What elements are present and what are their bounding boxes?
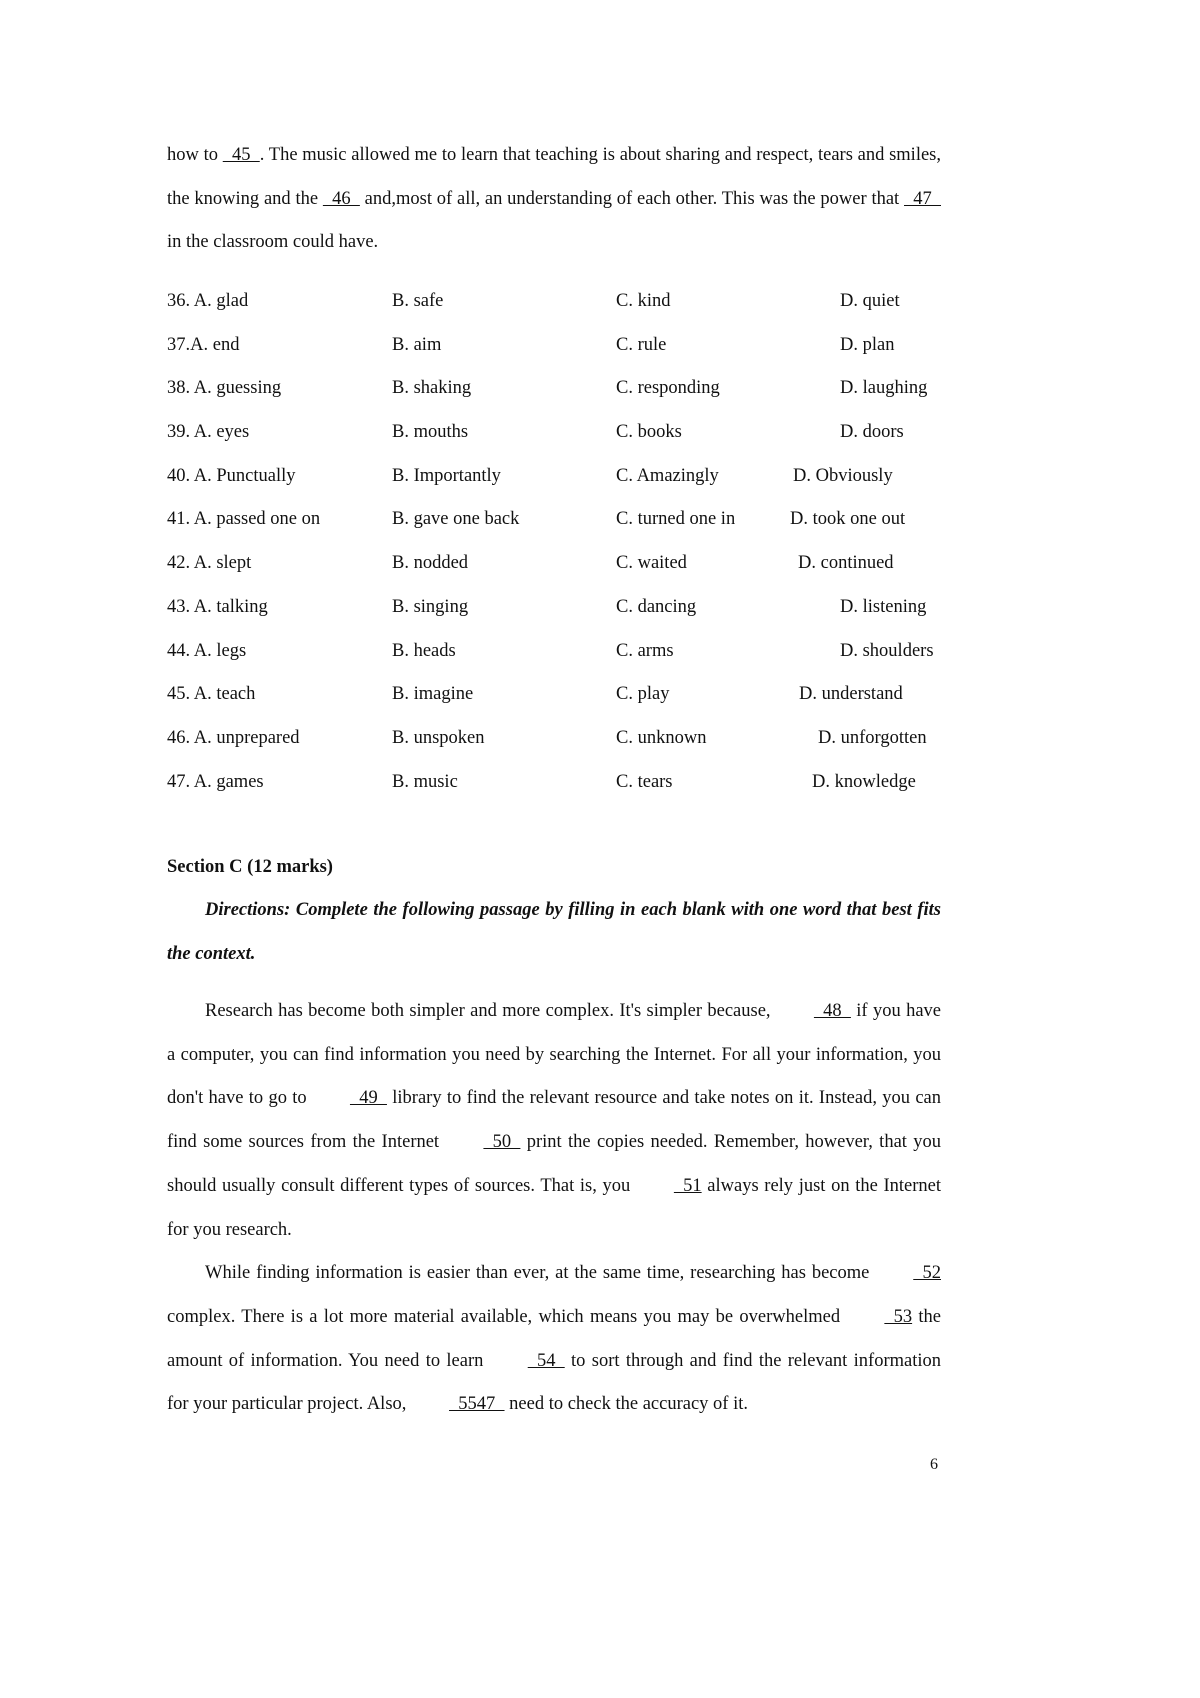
option-d: D. knowledge [812,771,916,792]
option-d: D. Obviously [793,465,893,486]
option-c: C. unknown [616,727,707,748]
option-d: D. shoulders [840,640,934,661]
option-c: C. kind [616,291,671,311]
option-a: 38. A. guessing [167,378,282,399]
blank-49: 49 [349,1088,387,1109]
option-c: C. arms [616,640,674,661]
passage-text: . The music allowed me to learn that teaching is about sharing and respect, tears and smiles, the knowing and the [167,145,941,209]
option-b: B. nodded [392,553,469,574]
option-c: C. rule [616,334,667,355]
option-row [167,367,967,411]
option-a: 47. A. games [167,771,264,792]
passage-text: the amount of information. You need to learn [167,1306,941,1371]
option-c: C. waited [616,553,687,574]
option-b: B. aim [392,334,442,355]
blank-54: 54 [527,1350,565,1371]
directions-text: Directions: Complete the following passage by filling in each blank with one word that best fits the context. [167,900,941,964]
passage-text: to sort through and find the relevant information for your particular project. Also, [167,1350,941,1415]
option-row [167,324,967,368]
option-d: D. understand [799,684,903,705]
option-a: 46. A. unprepared [167,727,300,748]
option-a: 36. A. glad [167,291,249,311]
passage-text: print the copies needed. Remember, however, that you should usually consult different types of sources. That is, you [167,1132,942,1196]
option-b: B. Importantly [392,465,501,486]
passage-text: Research has become both simpler and more complex. It's simpler because, [205,1001,776,1021]
blank-50: 50 [483,1132,521,1153]
option-row [167,542,967,586]
option-c: C. books [616,422,682,443]
passage-text: library to find the relevant resource and take notes on it. Instead, you can find some sources from the Internet [167,1088,941,1153]
option-d: D. quiet [840,291,900,311]
passage-text: if you have a computer, you can find information you need by searching the Internet. For all your information, you don't have to go to [167,1001,941,1109]
option-c: C. dancing [616,596,697,617]
passage-text: in the classroom could have. [167,232,379,253]
option-b: B. gave one back [392,509,520,530]
option-d: D. took one out [790,509,906,530]
option-row [167,586,967,630]
passage-continuation [167,134,941,265]
option-b: B. music [392,771,458,792]
option-a: 39. A. eyes [167,422,250,443]
passage-text: and,most of all, an understanding of each other. This was the power that [359,188,904,209]
paragraph [167,1252,941,1427]
option-c: C. play [616,684,670,705]
option-a: 37.A. end [167,334,240,355]
passage-text: complex. There is a lot more material available, which means you may be overwhelmed [167,1306,847,1327]
section-heading: Section C (12 marks) [167,857,333,877]
option-b: B. safe [392,291,444,311]
option-row [167,455,967,499]
answer-options [167,280,967,804]
option-row [167,411,967,455]
option-a: 42. A. slept [167,553,252,574]
blank-48: 48 [813,1001,851,1021]
option-a: 44. A. legs [167,640,247,661]
passage-text: always rely just on the Internet for you research. [167,1175,941,1240]
option-d: D. unforgotten [818,727,927,748]
option-d: D. plan [840,334,895,355]
option-b: B. singing [392,596,469,617]
option-a: 45. A. teach [167,684,256,705]
option-b: B. heads [392,640,456,661]
option-d: D. listening [840,596,927,617]
option-b: B. shaking [392,378,472,399]
passage-text: While finding information is easier than ever, at the same time, researching has become [205,1263,876,1284]
blank-52: 52 [913,1263,941,1284]
option-b: B. unspoken [392,727,485,748]
option-row [167,498,967,542]
option-c: C. tears [616,771,673,792]
option-row [167,630,967,674]
option-a: 43. A. talking [167,596,268,617]
blank-45: 45 [222,145,260,165]
option-row [167,280,967,324]
option-c: C. turned one in [616,509,736,530]
option-c: C. Amazingly [616,465,719,486]
option-a: 40. A. Punctually [167,465,296,486]
option-d: D. doors [840,422,904,443]
option-row [167,673,967,717]
option-row [167,761,967,805]
passage-text: how to [167,145,223,165]
passage-section-c [167,990,941,1427]
blank-55: 5547 [449,1394,505,1415]
blank-46: 46 [322,188,360,209]
option-d: D. continued [798,553,894,574]
option-b: B. imagine [392,684,474,705]
blank-47: 47 [904,188,941,209]
blank-53: 53 [884,1306,913,1327]
option-row [167,717,967,761]
option-d: D. laughing [840,378,928,399]
paragraph [167,990,941,1252]
blank-51: 51 [673,1175,702,1196]
option-b: B. mouths [392,422,469,443]
option-c: C. responding [616,378,720,399]
page-number: 6 [930,1456,938,1473]
option-a: 41. A. passed one on [167,509,321,530]
passage-text: need to check the accuracy of it. [504,1394,748,1415]
